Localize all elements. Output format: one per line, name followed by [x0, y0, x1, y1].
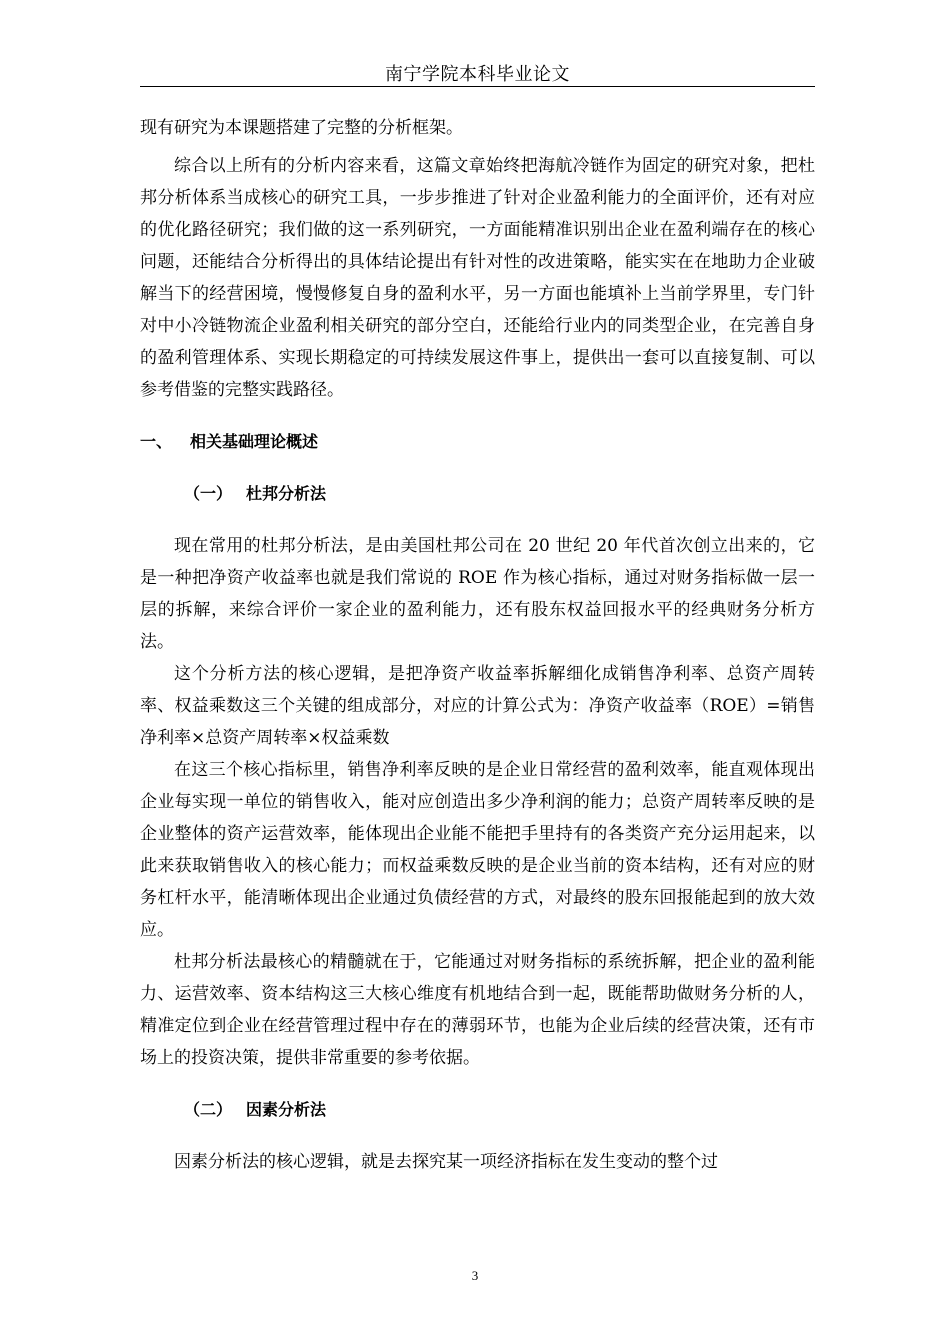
paragraph: 在这三个核心指标里，销售净利率反映的是企业日常经营的盈利效率，能直观体现出企业每实现一单位的销售收入，能对应创造出多少净利润的能力；总资产周转率反映的是企业整体的资产运营效率，能体现出企业能不能把手里持有的各类资产充分运用起来，以此来获取销售收入的核心能力；而权益乘数反映的是企业当前的资本结构，还有对应的财务杠杆水平，能清晰体现出企业通过负债经营的方式，对最终的股东回报能起到的放大效应。	[140, 760, 815, 940]
page-number: 3	[471, 1268, 479, 1283]
running-header: 南宁学院本科毕业论文	[385, 64, 570, 85]
paragraph: 现有研究为本课题搭建了完整的分析框架。	[140, 118, 463, 138]
section-title: 相关基础理论概述	[190, 432, 319, 451]
subsection-number: （一）	[184, 484, 233, 503]
section-number: 一、	[140, 432, 173, 451]
subsection-title: 因素分析法	[246, 1100, 327, 1119]
subsection-heading	[140, 1094, 815, 1126]
section-heading	[140, 426, 815, 458]
paragraph: 现在常用的杜邦分析法，是由美国杜邦公司在 20 世纪 20 年代首次创立出来的，它是一种把净资产收益率也就是我们常说的 ROE 作为核心指标，通过对财务指标做一层一层的拆解，来综合评价一家企业的盈利能力，还有股东权益回报水平的经典财务分析方法。	[140, 536, 815, 652]
paragraph: 杜邦分析法最核心的精髓就在于，它能通过对财务指标的系统拆解，把企业的盈利能力、运营效率、资本结构这三大核心维度有机地结合到一起，既能帮助做财务分析的人，精准定位到企业在经营管理过程中存在的薄弱环节，也能为企业后续的经营决策，还有市场上的投资决策，提供非常重要的参考依据。	[140, 952, 815, 1068]
header-rule	[140, 86, 815, 87]
paragraph: 因素分析法的核心逻辑，就是去探究某一项经济指标在发生变动的整个过	[174, 1152, 718, 1172]
paragraph: 这个分析方法的核心逻辑，是把净资产收益率拆解细化成销售净利率、总资产周转率、权益乘数这三个关键的组成部分，对应的计算公式为：净资产收益率（ROE）=销售净利率×总资产周转率×权益乘数	[140, 664, 815, 748]
paragraph: 综合以上所有的分析内容来看，这篇文章始终把海航冷链作为固定的研究对象，把杜邦分析体系当成核心的研究工具，一步步推进了针对企业盈利能力的全面评价，还有对应的优化路径研究；我们做的这一系列研究，一方面能精准识别出企业在盈利端存在的核心问题，还能结合分析得出的具体结论提出有针对性的改进策略，能实实在在地助力企业破解当下的经营困境，慢慢修复自身的盈利水平，另一方面也能填补上当前学界里，专门针对中小冷链物流企业盈利相关研究的部分空白，还能给行业内的同类型企业，在完善自身的盈利管理体系、实现长期稳定的可持续发展这件事上，提供出一套可以直接复制、可以参考借鉴的完整实践路径。	[140, 156, 815, 400]
subsection-number: （二）	[184, 1100, 233, 1119]
subsection-heading	[140, 478, 815, 510]
subsection-title: 杜邦分析法	[246, 484, 327, 503]
body-text	[140, 112, 815, 1178]
